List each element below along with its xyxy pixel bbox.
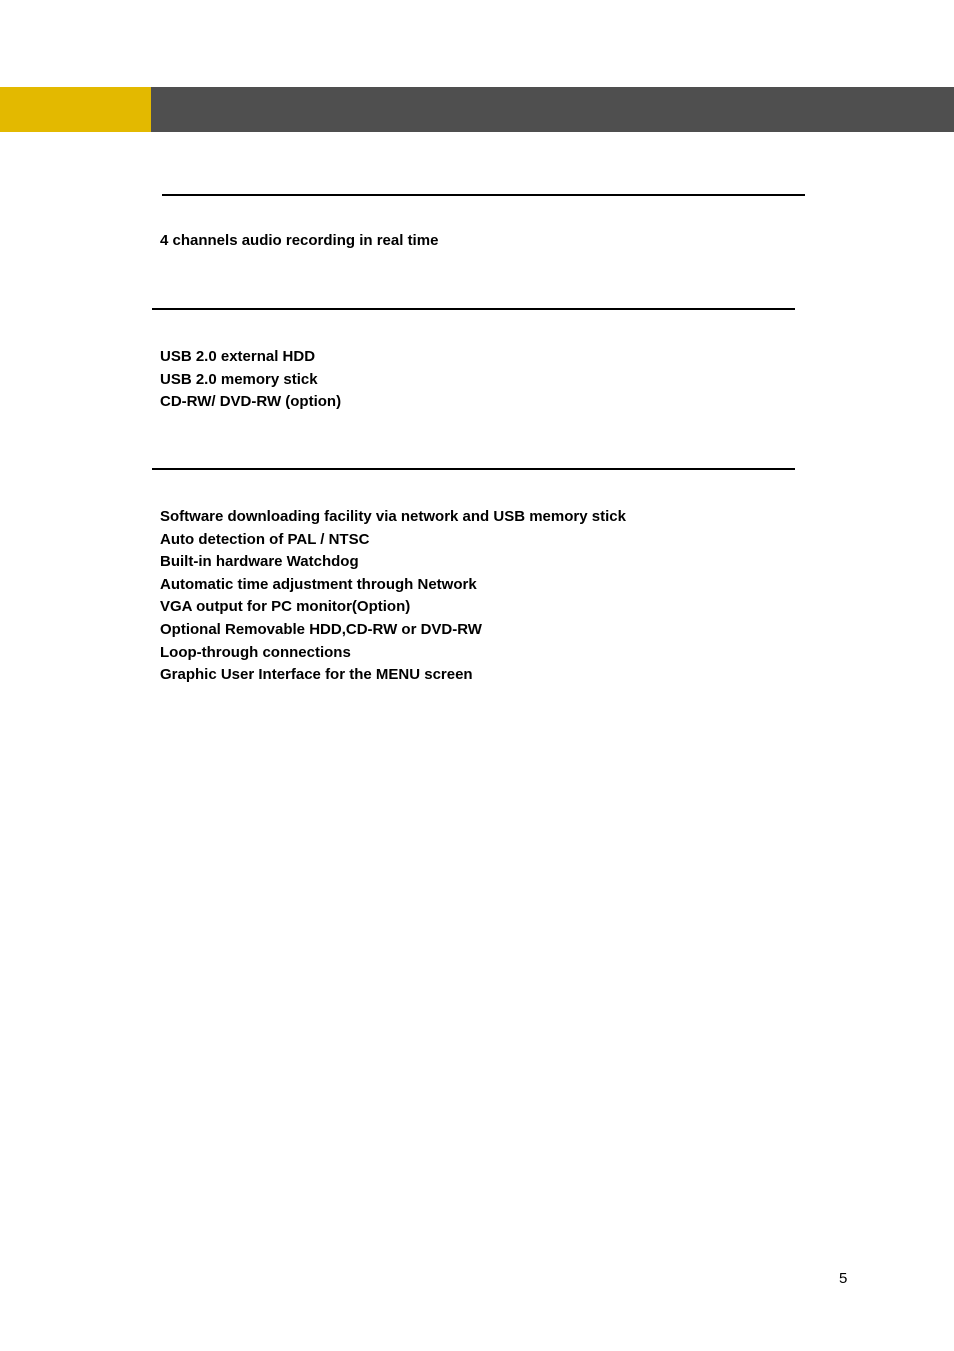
list-item: USB 2.0 memory stick <box>160 370 318 388</box>
feature-list-audio <box>160 230 438 253</box>
list-item: Optional Removable HDD,CD-RW or DVD-RW <box>160 620 482 638</box>
feature-list-backup <box>160 346 341 414</box>
list-item: CD-RW/ DVD-RW (option) <box>160 393 342 411</box>
list-item: USB 2.0 external HDD <box>160 348 316 365</box>
header-accent-block <box>0 87 151 132</box>
list-item: Built-in hardware Watchdog <box>160 553 359 571</box>
list-item: Automatic time adjustment through Network <box>160 575 477 593</box>
list-item: Auto detection of PAL / NTSC <box>160 530 370 548</box>
section-rule-audio <box>162 194 805 196</box>
list-item: Graphic User Interface for the MENU screen <box>160 666 473 684</box>
list-item: Loop-through connections <box>160 643 351 661</box>
list-item: Software downloading facility via network and USB memory stick <box>160 508 626 525</box>
feature-list-other <box>160 506 626 687</box>
list-item: VGA output for PC monitor(Option) <box>160 598 411 616</box>
section-rule-other <box>152 468 795 470</box>
section-rule-backup <box>152 308 795 310</box>
list-item: 4 channels audio recording in real time <box>160 232 439 249</box>
page-number: 5 <box>839 1270 848 1287</box>
header-bar <box>151 87 954 132</box>
